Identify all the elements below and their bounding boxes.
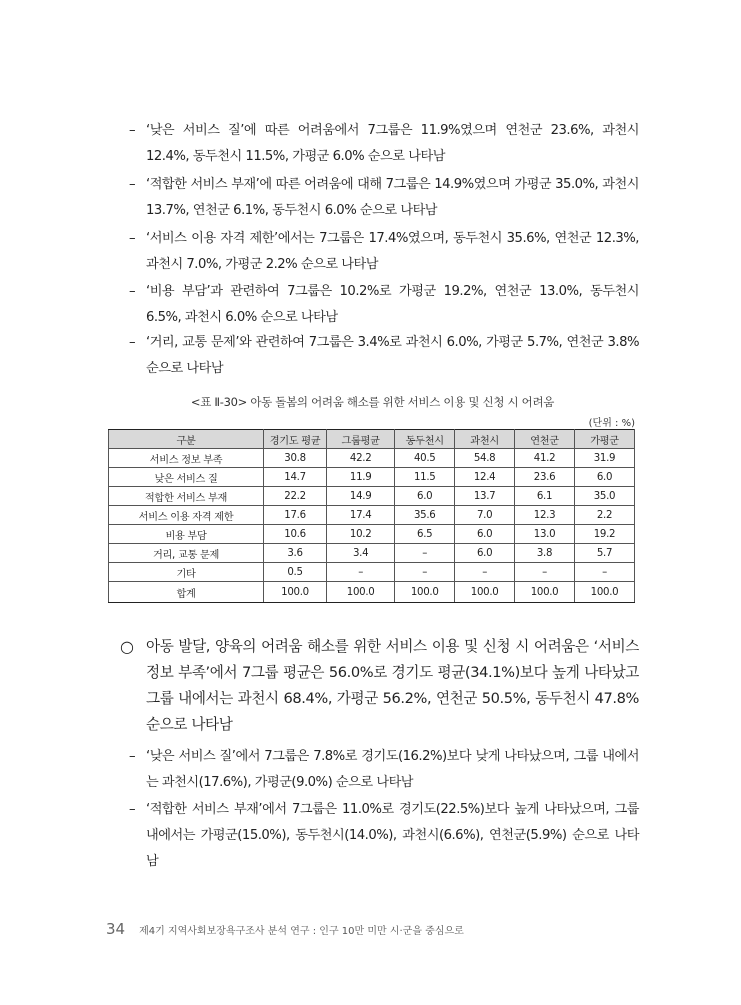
dash-mark: – <box>129 231 136 246</box>
table-row <box>109 487 635 506</box>
table-cell: 17.6 <box>264 506 327 525</box>
table-cell: – <box>455 563 515 582</box>
row-label: 낮은 서비스 질 <box>109 468 264 487</box>
circle-bullet-mark: ○ <box>120 637 134 656</box>
header-cell: 동두천시 <box>395 430 455 449</box>
table-cell: 6.0 <box>455 525 515 544</box>
dash-mark: – <box>129 749 136 764</box>
running-title: 제4기 지역사회보장욕구조사 분석 연구 : 인구 10만 미만 시·군을 중심으로 <box>139 926 464 937</box>
table-cell: 14.9 <box>327 487 395 506</box>
table-cell: 40.5 <box>395 449 455 468</box>
table-cell: 10.2 <box>327 525 395 544</box>
table-cell: – <box>395 563 455 582</box>
table-cell: 0.5 <box>264 563 327 582</box>
header-cell: 가평군 <box>575 430 635 449</box>
table-cell: – <box>515 563 575 582</box>
dash-mark: – <box>129 802 136 817</box>
table-cell: 100.0 <box>395 582 455 603</box>
header-cell: 구분 <box>109 430 264 449</box>
table-cell: 100.0 <box>515 582 575 603</box>
table-cell: 17.4 <box>327 506 395 525</box>
table-cell: 6.5 <box>395 525 455 544</box>
table-cell: 6.0 <box>575 468 635 487</box>
main-point <box>120 634 639 738</box>
dash-mark: – <box>129 123 136 138</box>
table-total-row <box>109 582 635 603</box>
row-label: 거리, 교통 문제 <box>109 544 264 563</box>
bullet-text: ‘낮은 서비스 질’에서 7그룹은 7.8%로 경기도(16.2%)보다 낮게 나타났으며, 그룹 내에서는 과천시(17.6%), 가평군(9.0%) 순으로 나타남 <box>146 749 639 790</box>
table-cell: 41.2 <box>515 449 575 468</box>
bullet-text: ‘적합한 서비스 부재’에서 7그룹은 11.0%로 경기도(22.5%)보다 높게 나타났으며, 그룹 내에서는 가평군(15.0%), 동두천시(14.0%), 과천시(6.6%), 연천군(5.9%) 순으로 나타남 <box>146 802 639 869</box>
table-cell: 100.0 <box>264 582 327 603</box>
table-unit: (단위 : %) <box>588 418 635 429</box>
table-cell: 23.6 <box>515 468 575 487</box>
table-cell: 7.0 <box>455 506 515 525</box>
table-cell: 6.1 <box>515 487 575 506</box>
table-cell: 19.2 <box>575 525 635 544</box>
table-cell: 22.2 <box>264 487 327 506</box>
table-cell: 14.7 <box>264 468 327 487</box>
table-cell: – <box>327 563 395 582</box>
table-cell: – <box>575 563 635 582</box>
table-cell: 3.6 <box>264 544 327 563</box>
table-cell: 3.8 <box>515 544 575 563</box>
header-cell: 연천군 <box>515 430 575 449</box>
page-number: 34 <box>106 920 126 938</box>
table-row <box>109 525 635 544</box>
row-label: 비용 부담 <box>109 525 264 544</box>
table-cell: 6.0 <box>455 544 515 563</box>
table-cell: – <box>395 544 455 563</box>
table-row <box>109 506 635 525</box>
table-row <box>109 449 635 468</box>
table-cell: 100.0 <box>455 582 515 603</box>
table-row <box>109 468 635 487</box>
table-row <box>109 563 635 582</box>
table-cell: 35.0 <box>575 487 635 506</box>
bullet-text: ‘서비스 이용 자격 제한’에서는 7그룹은 17.4%였으며, 동두천시 35.6%, 연천군 12.3%, 과천시 7.0%, 가평군 2.2% 순으로 나타남 <box>146 231 639 272</box>
table-cell: 6.0 <box>395 487 455 506</box>
bullet-item <box>129 118 639 170</box>
table-cell: 3.4 <box>327 544 395 563</box>
table-cell: 12.4 <box>455 468 515 487</box>
main-point-text: 아동 발달, 양육의 어려움 해소를 위한 서비스 이용 및 신청 시 어려움은 ‘서비스 정보 부족’에서 7그룹 평균은 56.0%로 경기도 평균(34.1%)보다 높게 나타났고 그룹 내에서는 과천시 68.4%, 가평군 56.2%, 연천군 50.5%, 동두천시 47.8% 순으로 나타남 <box>146 638 639 733</box>
bullet-text: ‘거리, 교통 문제’와 관련하여 7그룹은 3.4%로 과천시 6.0%, 가평군 5.7%, 연천군 3.8% 순으로 나타남 <box>146 335 639 376</box>
table-cell: 13.7 <box>455 487 515 506</box>
bullet-text: ‘비용 부담’과 관련하여 7그룹은 10.2%로 가평군 19.2%, 연천군 13.0%, 동두천시 6.5%, 과천시 6.0% 순으로 나타남 <box>146 284 639 325</box>
table-cell: 100.0 <box>575 582 635 603</box>
bullet-item <box>129 330 639 382</box>
bullet-item <box>129 797 639 875</box>
table-cell: 2.2 <box>575 506 635 525</box>
row-label: 합계 <box>109 582 264 603</box>
dash-mark: – <box>129 335 136 350</box>
table-cell: 42.2 <box>327 449 395 468</box>
row-label: 서비스 정보 부족 <box>109 449 264 468</box>
table-cell: 35.6 <box>395 506 455 525</box>
data-table <box>108 429 635 603</box>
row-label: 서비스 이용 자격 제한 <box>109 506 264 525</box>
table-cell: 11.9 <box>327 468 395 487</box>
table-caption: <표 Ⅱ-30> 아동 돌봄의 어려움 해소를 위한 서비스 이용 및 신청 시 어려움 <box>190 395 555 409</box>
table-cell: 5.7 <box>575 544 635 563</box>
table-cell: 13.0 <box>515 525 575 544</box>
table-cell: 11.5 <box>395 468 455 487</box>
table-cell: 100.0 <box>327 582 395 603</box>
header-cell: 과천시 <box>455 430 515 449</box>
bullet-text: ‘적합한 서비스 부재’에 따른 어려움에 대해 7그룹은 14.9%였으며 가평군 35.0%, 과천시 13.7%, 연천군 6.1%, 동두천시 6.0% 순으로 나타남 <box>146 177 639 218</box>
page-footer <box>106 920 464 938</box>
table-cell: 10.6 <box>264 525 327 544</box>
table-cell: 30.8 <box>264 449 327 468</box>
dash-mark: – <box>129 284 136 299</box>
header-cell: 경기도 평균 <box>264 430 327 449</box>
row-label: 적합한 서비스 부재 <box>109 487 264 506</box>
table-cell: 12.3 <box>515 506 575 525</box>
header-cell: 그룹평균 <box>327 430 395 449</box>
bullet-item <box>129 744 639 796</box>
bullet-item <box>129 172 639 224</box>
bullet-item <box>129 226 639 278</box>
table-header-row <box>109 430 635 449</box>
table-cell: 54.8 <box>455 449 515 468</box>
bullet-item <box>129 279 639 331</box>
table-cell: 31.9 <box>575 449 635 468</box>
dash-mark: – <box>129 177 136 192</box>
table-row <box>109 544 635 563</box>
bullet-text: ‘낮은 서비스 질’에 따른 어려움에서 7그룹은 11.9%였으며 연천군 23.6%, 과천시 12.4%, 동두천시 11.5%, 가평군 6.0% 순으로 나타남 <box>146 123 639 164</box>
row-label: 기타 <box>109 563 264 582</box>
